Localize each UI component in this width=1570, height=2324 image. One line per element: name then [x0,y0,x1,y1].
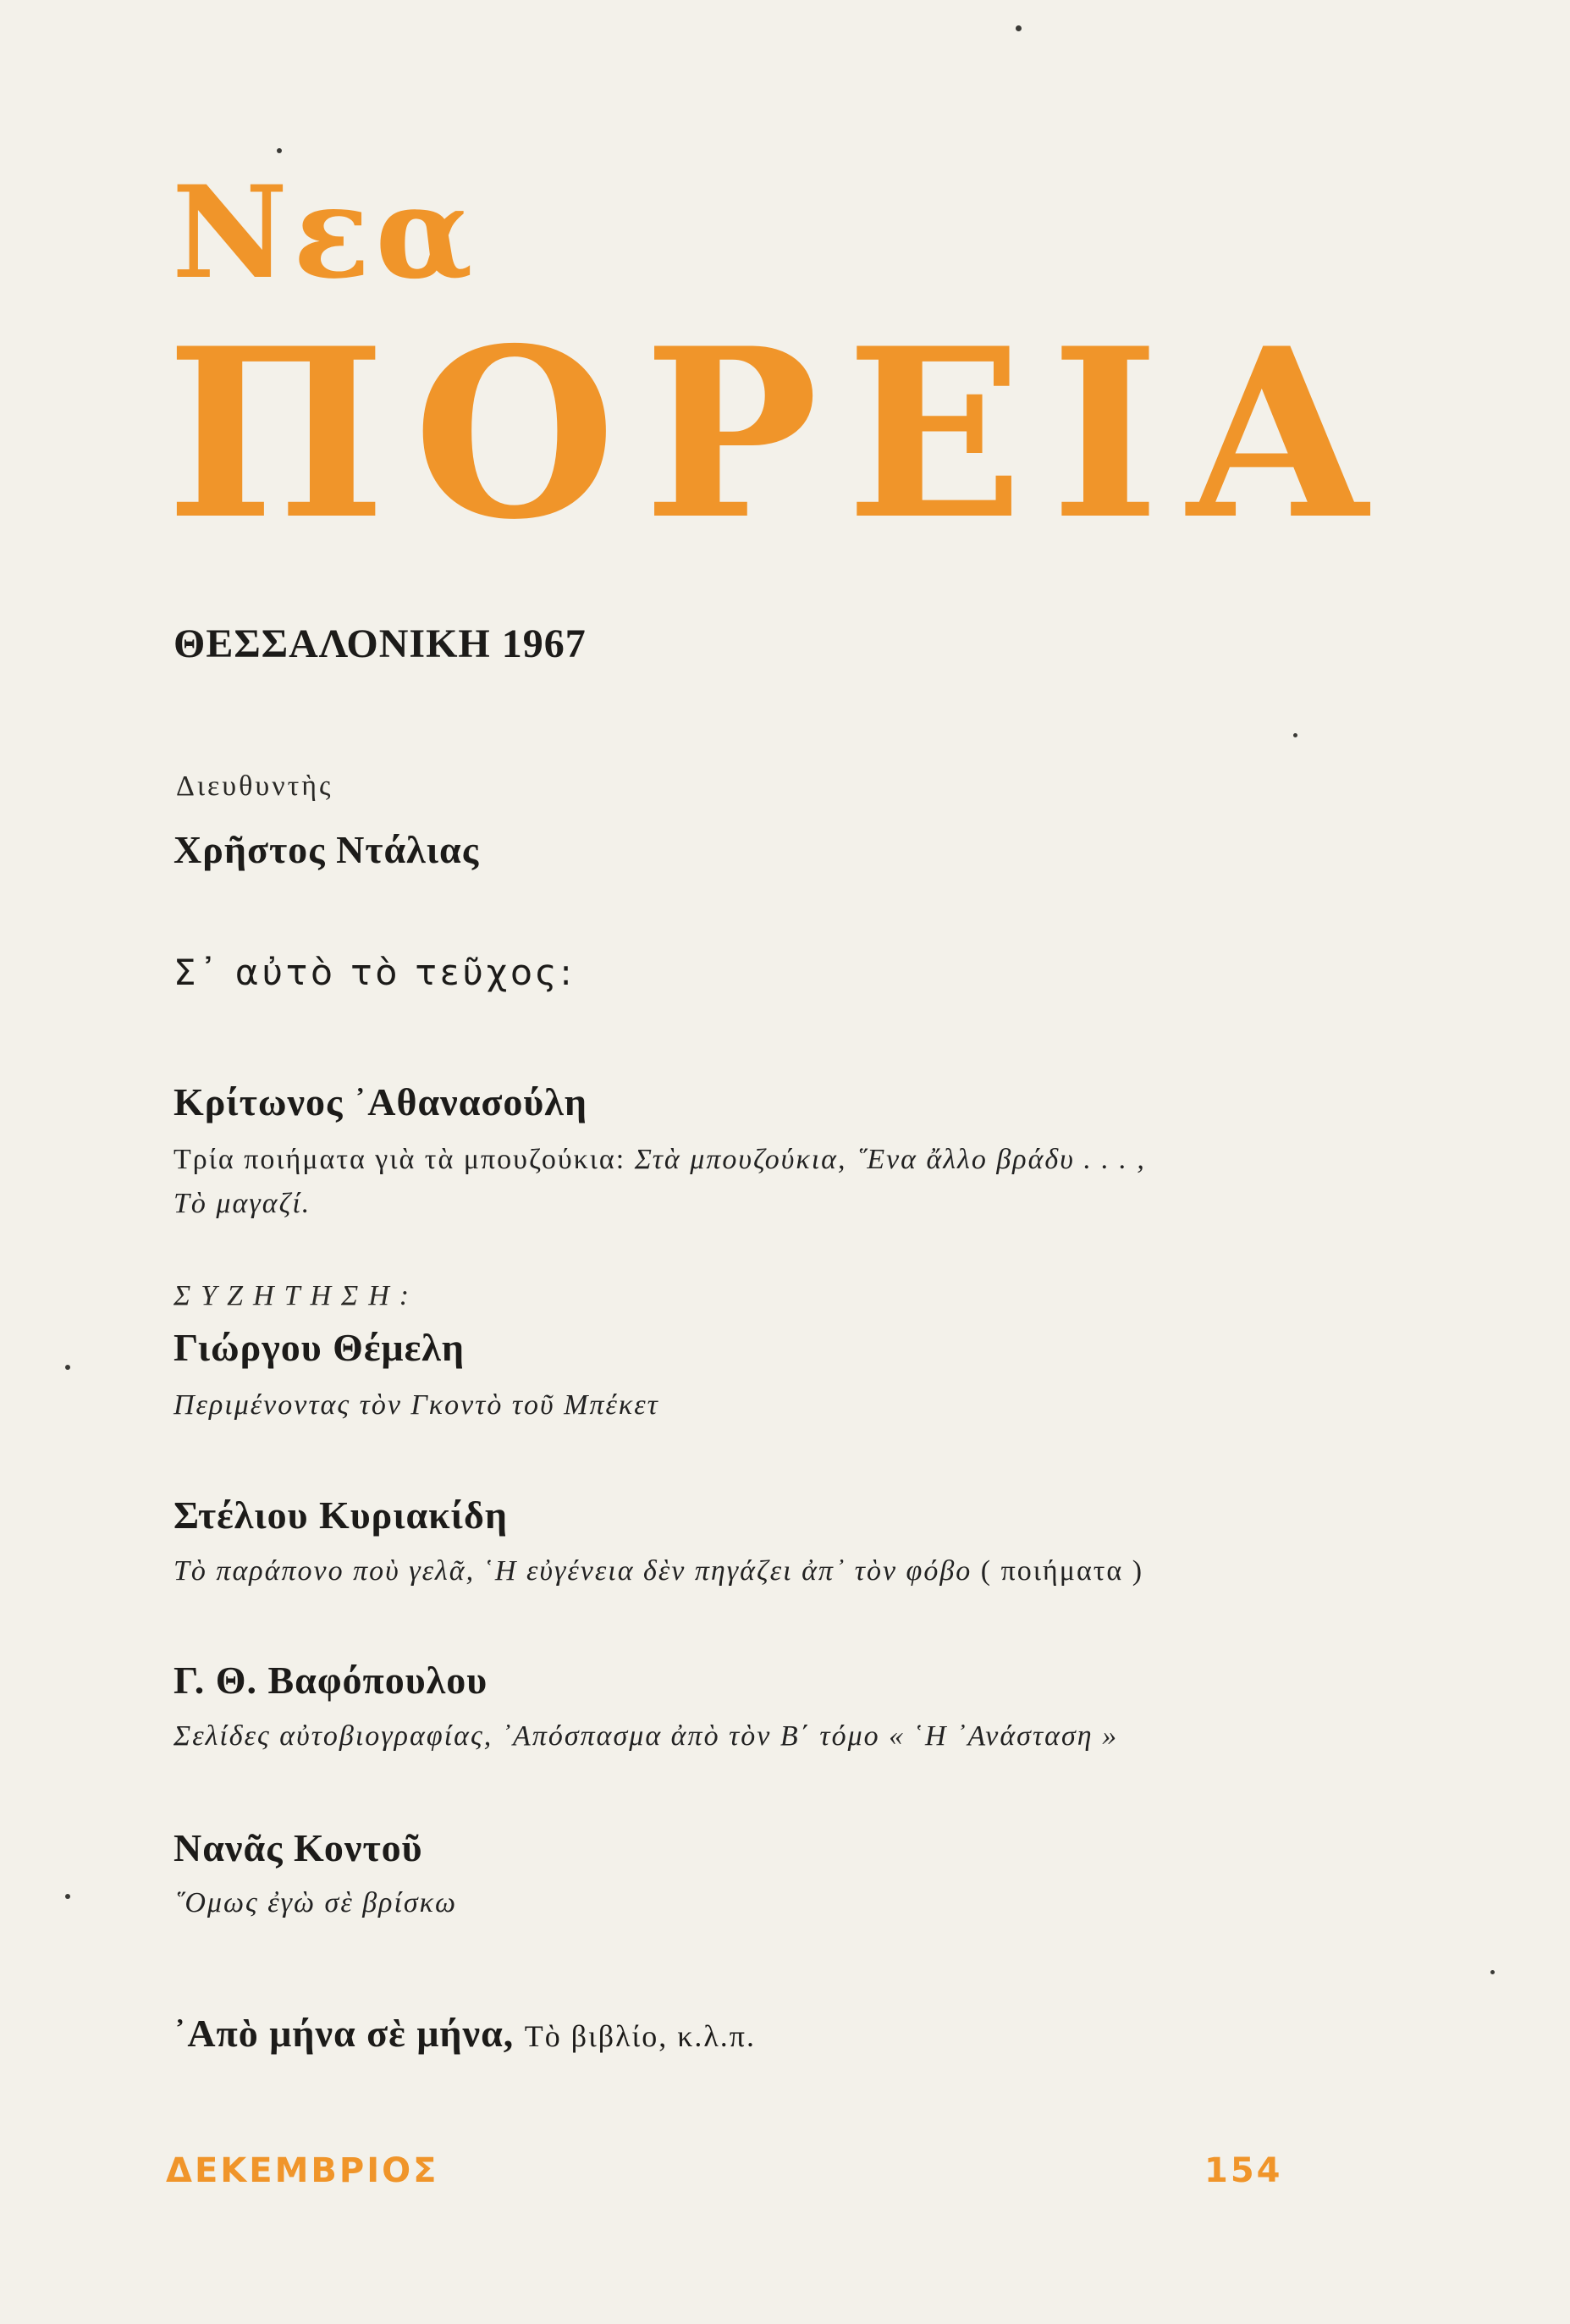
entry-description-line [174,1138,1146,1182]
entry-author: Στέλιου Κυριακίδη [174,1493,508,1537]
entry-author: ᾿Απὸ μήνα σὲ μήνα, [174,2012,515,2055]
masthead-letter: Ο [413,297,616,571]
masthead-letter: Π [166,297,386,571]
entry-description [174,1714,1118,1758]
paper-speck [277,148,282,153]
entry-text-italic: Τὸ παράπονο ποὺ γελᾶ, ῾Η εὐγένεια δὲν πηγάζει ἀπ᾽ τὸν φόβο [174,1555,972,1587]
entry-author: Γ. Θ. Βαφόπουλου [174,1659,488,1702]
editor-label: Διευθυντὴς [176,770,333,802]
entry-text-regular: Τρία ποιήματα γιὰ τὰ μπουζούκια: [174,1144,635,1175]
paper-speck [1490,1970,1495,1974]
masthead-letter: Ι [1050,297,1160,571]
entry-author: Κρίτωνος ᾿Αθανασούλη [174,1080,588,1123]
masthead-title-small: Νεα [172,158,478,307]
entry-author: Νανᾶς Κοντοῦ [174,1826,423,1869]
entry-author-line [174,2011,756,2056]
masthead-letter: Α [1187,297,1368,571]
entry-author: Γιώργου Θέμελη [174,1326,465,1369]
entry-text-italic: Περιμένοντας τὸν Γκοντὸ τοῦ Μπέκετ [174,1389,659,1421]
entry-text-regular: ( ποιήματα ) [972,1555,1144,1587]
issue-month: ΔΕΚΕΜΒΡΙΟΣ [166,2151,439,2190]
paper-speck [1293,733,1297,737]
entry-description-line [174,1549,1143,1593]
masthead-letter: Ε [846,297,1024,571]
paper-speck [65,1365,70,1370]
entry-description [174,1383,659,1427]
paper-speck [1016,25,1022,31]
entry-text-italic: Σελίδες αὐτοβιογραφίας, ᾿Απόσπασμα ἀπὸ τὸν Β΄ τόμο « ῾Η ᾿Ανάσταση » [174,1720,1119,1752]
entry-text-regular: Τὸ βιβλίο, κ.λ.π. [524,2019,756,2053]
entry-text-italic: Στὰ μπουζούκια, ῞Ενα ἄλλο βράδυ . . . , [634,1144,1146,1175]
masthead-letter: Ρ [643,297,818,571]
contents-heading: Σ᾽ αὐτὸ τὸ τεῦχος: [174,952,576,993]
masthead-title-large [166,297,1368,571]
issue-number: 154 [1204,2151,1283,2190]
section-tag: ΣΥΖΗΤΗΣΗ: [174,1280,420,1311]
editor-name: Χρῆστος Ντάλιας [174,828,480,871]
entry-description [174,1549,1143,1593]
paper-speck [65,1894,70,1899]
entry-text-italic: ῞Ομως ἐγὼ σὲ βρίσκω [174,1887,458,1918]
entry-text-italic: Τὸ μαγαζί. [174,1188,311,1219]
entry-description [174,1138,1146,1226]
city-year: ΘΕΣΣΑΛΟΝΙΚΗ 1967 [174,621,587,666]
entry-description [174,1881,457,1925]
